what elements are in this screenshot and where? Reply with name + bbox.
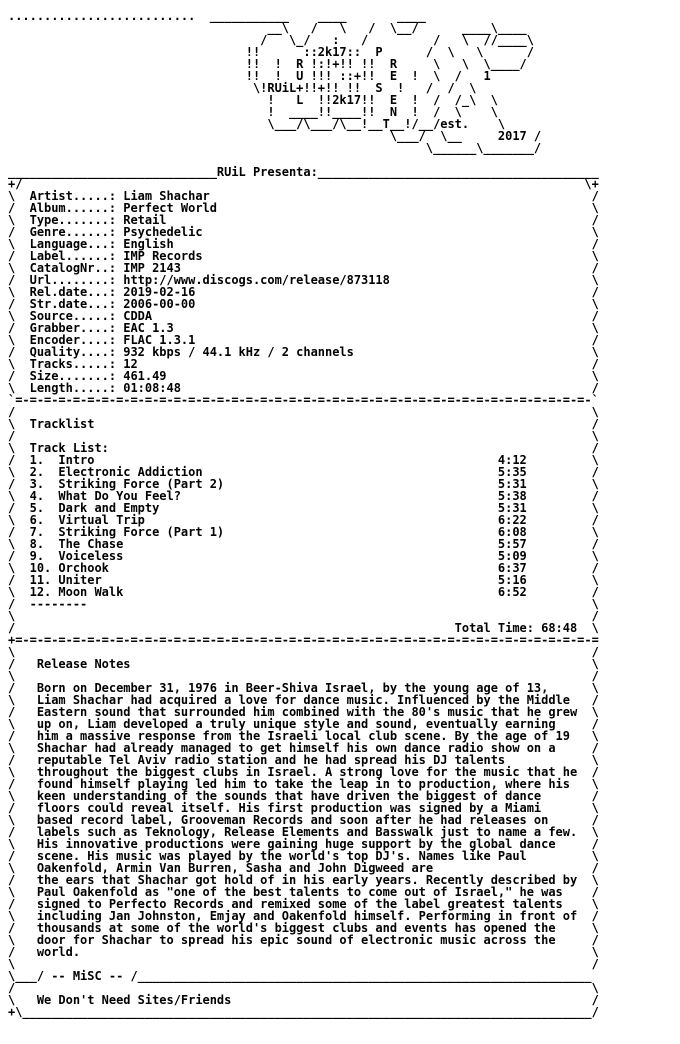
- track-row: / 11. Uniter 5:16 \: [8, 573, 599, 587]
- info-field: / Genre......: Psychedelic \: [8, 225, 599, 239]
- info-field: / Grabber....: EAC 1.3 \: [8, 321, 599, 335]
- info-field: / Size.......: 461.49 \: [8, 369, 599, 383]
- separator-line: +=-=-=-=-=-=-=-=-=-=-=-=-=-=-=-=-=-=-=-=-=-=-=-=-=-=-=-=-=-=-=-=-=-=-=-=-=-=-=-=-=: [8, 633, 599, 647]
- release-notes-line: \ Shachar had already managed to get himself his own dance radio show on a /: [8, 741, 599, 755]
- info-field: / Url........: http://www.discogs.com/release/873118 \: [8, 273, 599, 287]
- info-field: / Album......: Perfect World \: [8, 201, 599, 215]
- info-field: \ Language...: English /: [8, 237, 599, 251]
- info-field: \ Encoder....: FLAC 1.3.1 /: [8, 333, 599, 347]
- header-art-line: !! ! R !:!+!! !! R \ \ \____/: [8, 57, 527, 71]
- title-line: _____________________________RUiL Presenta:_______________________________________: [8, 165, 599, 179]
- header-art-line: / \_/ : / / \ //____\: [8, 33, 534, 47]
- box-bottom-border: +\_______________________________________________________________________________/: [8, 1005, 599, 1019]
- release-notes-line: / found himself playing led him to take the leap in to production, where his \: [8, 777, 599, 791]
- release-notes-line: \ Liam Shachar had acquired a love for dance music. Influenced by the Middle /: [8, 693, 599, 707]
- blank-line: / \: [8, 429, 599, 443]
- release-notes-line: \ throughout the biggest clubs in Israel. A strong love for the music that he /: [8, 765, 599, 779]
- release-notes-line: \ based record label, Grooveman Records and soon after he had releases on /: [8, 813, 599, 827]
- release-notes-line: \ up on, Liam developed a truly unique style and sound, eventually earning /: [8, 717, 599, 731]
- info-field: \ Artist.....: Liam Shachar /: [8, 189, 599, 203]
- nfo-document: [8, 10, 599, 1018]
- release-notes-heading: / Release Notes \: [8, 657, 599, 671]
- release-notes-line: \ door for Shachar to spread his epic sound of electronic music across the /: [8, 933, 599, 947]
- total-time: / Total Time: 68:48 \: [8, 621, 599, 635]
- release-notes-line: \ Oakenfold, Armin Van Burren, Sasha and John Digweed are /: [8, 861, 599, 875]
- track-row: \ 10. Orchook 6:37 /: [8, 561, 599, 575]
- info-field: \ Source.....: CDDA /: [8, 309, 599, 323]
- info-field: / Quality....: 932 kbps / 44.1 kHz / 2 channels \: [8, 345, 599, 359]
- blank-line: / \: [8, 405, 599, 419]
- release-notes-line: / him a massive response from the Israeli local club scene. By the age of 19 \: [8, 729, 599, 743]
- track-row: / 1. Intro 4:12 \: [8, 453, 599, 467]
- info-field: \ Length.....: 01:08:48 /: [8, 381, 599, 395]
- release-notes-line: \ keen understanding of the sounds that have driven the biggest of dance /: [8, 789, 599, 803]
- info-field: \ Type.......: Retail /: [8, 213, 599, 227]
- release-notes-line: \ His innovative productions were gaining huge support by the global dance /: [8, 837, 599, 851]
- release-notes-line: \ Paul Oakenfold as "one of the best talents to come out of Israel," he was /: [8, 885, 599, 899]
- release-notes-line: / labels such as Teknology, Release Elements and Basswalk just to name a few. \: [8, 825, 599, 839]
- track-row: \ 8. The Chase 5:57 /: [8, 537, 599, 551]
- misc-text: \ We Don't Need Sites/Friends /: [8, 993, 599, 1007]
- track-row: \ 4. What Do You Feel? 5:38 /: [8, 489, 599, 503]
- tracklist-heading: \ Tracklist /: [8, 417, 599, 431]
- header-art-line: \___/\___/\__!__T__!/__/est. \: [8, 117, 506, 131]
- separator-line: `=-=-=-=-=-=-=-=-=-=-=-=-=-=-=-=-=-=-=-=-=-=-=-=-=-=-=-=-=-=-=-=-=-=-=-=-=-=-=-=-`: [8, 393, 599, 407]
- tracklist-subheading: \ Track List: /: [8, 441, 599, 455]
- header-art-line: \!RUiL+!!+!! !! S ! / / \: [8, 81, 477, 95]
- release-notes-line: / the ears that Shachar got hold of in his early years. Recently described by \: [8, 873, 599, 887]
- release-notes-line: / floors could reveal itself. His first production was signed by a Miami \: [8, 801, 599, 815]
- info-field: \ CatalogNr..: IMP 2143 /: [8, 261, 599, 275]
- release-notes-line: / Eastern sound that surrounded him combined with the 80's music that he grew \: [8, 705, 599, 719]
- info-field: / Str.date...: 2006-00-00 \: [8, 297, 599, 311]
- blank-line: \ /: [8, 669, 599, 683]
- track-row: / 9. Voiceless 5:09 \: [8, 549, 599, 563]
- blank-line: \ /: [8, 609, 599, 623]
- blank-line: \ /: [8, 957, 599, 971]
- info-field: / Label......: IMP Records \: [8, 249, 599, 263]
- box-top-border: +/ \+: [8, 177, 599, 191]
- release-notes-line: / reputable Tel Aviv radio station and he had spread his DJ talents \: [8, 753, 599, 767]
- release-notes-line: / world. \: [8, 945, 599, 959]
- release-notes-line: / scene. His music was played by the world's top DJ's. Names like Paul \: [8, 849, 599, 863]
- header-art-line: .......................... ___________ ____ ____: [8, 9, 426, 23]
- release-notes-line: \ including Jan Johnston, Emjay and Oakenfold himself. Performing in front of /: [8, 909, 599, 923]
- info-field: \ Tracks.....: 12 /: [8, 357, 599, 371]
- tracklist-dashes: / -------- \: [8, 597, 599, 611]
- blank-line: / \: [8, 981, 599, 995]
- header-art-line: !! ! U !!! ::+!! E ! \ / 1: [8, 69, 491, 83]
- header-art-line: \______\_______/: [8, 141, 542, 155]
- release-notes-line: / thousands at some of the world's biggest clubs and events has opened the \: [8, 921, 599, 935]
- blank-line: \ /: [8, 645, 599, 659]
- misc-divider: \___/ -- MiSC -- /_______________________________________________________________: [8, 969, 592, 983]
- track-row: \ 2. Electronic Addiction 5:35 /: [8, 465, 599, 479]
- info-field: \ Rel.date...: 2019-02-16 /: [8, 285, 599, 299]
- header-art-line: \___/ \__ 2017 /: [8, 129, 542, 143]
- track-row: / 7. Striking Force (Part 1) 6:08 \: [8, 525, 599, 539]
- header-art-line: ! ____!!____!! N ! / \ \: [8, 105, 498, 119]
- track-row: \ 6. Virtual Trip 6:22 /: [8, 513, 599, 527]
- release-notes-line: / Born on December 31, 1976 in Beer-Shiva Israel, by the young age of 13, \: [8, 681, 599, 695]
- track-row: / 3. Striking Force (Part 2) 5:31 \: [8, 477, 599, 491]
- header-art-line: ! L !!2k17!! E ! / /_\ \: [8, 93, 498, 107]
- header-art-line: !! ::2k17:: P / \ \ /: [8, 45, 534, 59]
- header-art-line: __\ / \ / \__/ ____\____: [8, 21, 527, 35]
- release-notes-line: / signed to Perfecto Records and remixed some of the label greatest talents \: [8, 897, 599, 911]
- track-row: / 5. Dark and Empty 5:31 \: [8, 501, 599, 515]
- track-row: \ 12. Moon Walk 6:52 /: [8, 585, 599, 599]
